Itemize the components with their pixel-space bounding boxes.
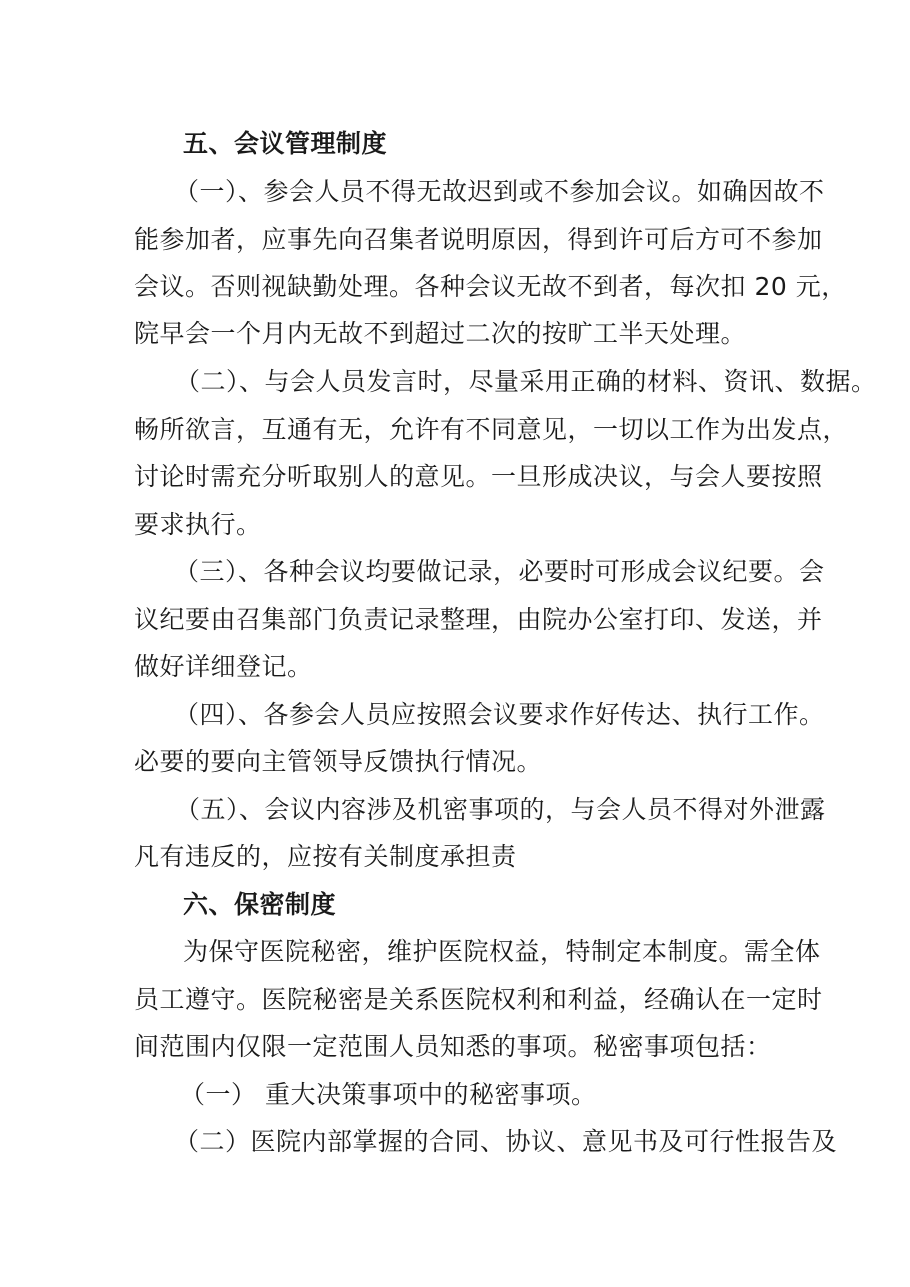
section5-line: 做好详细登记。 — [134, 652, 313, 681]
section5-line: （一）、参会人员不得无故迟到或不参加会议。如确因故不 — [174, 177, 825, 206]
section6-line: （一） 重大决策事项中的秘密事项。 — [180, 1080, 597, 1109]
section5-line: 会议。否则视缺勤处理。各种会议无故不到者，每次扣 20 元， — [134, 272, 847, 301]
section5-line: 讨论时需充分听取别人的意见。一旦形成决议，与会人要按照 — [134, 462, 823, 491]
section5-line: 议纪要由召集部门负责记录整理，由院办公室打印、发送，并 — [134, 605, 823, 634]
section6-line: （二）医院内部掌握的合同、协议、意见书及可行性报告及 — [174, 1127, 838, 1156]
section5-line: 畅所欲言，互通有无，允许有不同意见，一切以工作为出发点， — [134, 415, 849, 444]
section6-line: 为保守医院秘密，维护医院权益，特制定本制度。需全体 — [183, 937, 821, 966]
section5-line: 能参加者，应事先向召集者说明原因，得到许可后方可不参加 — [134, 225, 823, 254]
section6-line: 员工遵守。医院秘密是关系医院权利和利益，经确认在一定时 — [134, 985, 823, 1014]
section5-line: 必要的要向主管领导反馈执行情况。 — [134, 747, 543, 776]
section5-line: 凡有违反的，应按有关制度承担责 — [134, 842, 517, 871]
section5-line: 院早会一个月内无故不到超过二次的按旷工半天处理。 — [134, 319, 747, 348]
section5-line: （三）、各种会议均要做记录，必要时可形成会议纪要。会 — [174, 557, 825, 586]
section6-line: 间范围内仅限一定范围人员知悉的事项。秘密事项包括： — [134, 1032, 772, 1061]
section6-heading: 六、保密制度 — [183, 890, 337, 919]
section5-line: （五）、会议内容涉及机密事项的，与会人员不得对外泄露 — [175, 795, 826, 824]
section5-line: 要求执行。 — [134, 510, 262, 539]
section5-heading: 五、会议管理制度 — [183, 129, 388, 158]
section5-line: （二）、与会人员发言时，尽量采用正确的材料、资讯、数据。 — [175, 367, 877, 396]
section5-line: （四）、各参会人员应按照会议要求作好传达、执行工作。 — [174, 700, 825, 729]
